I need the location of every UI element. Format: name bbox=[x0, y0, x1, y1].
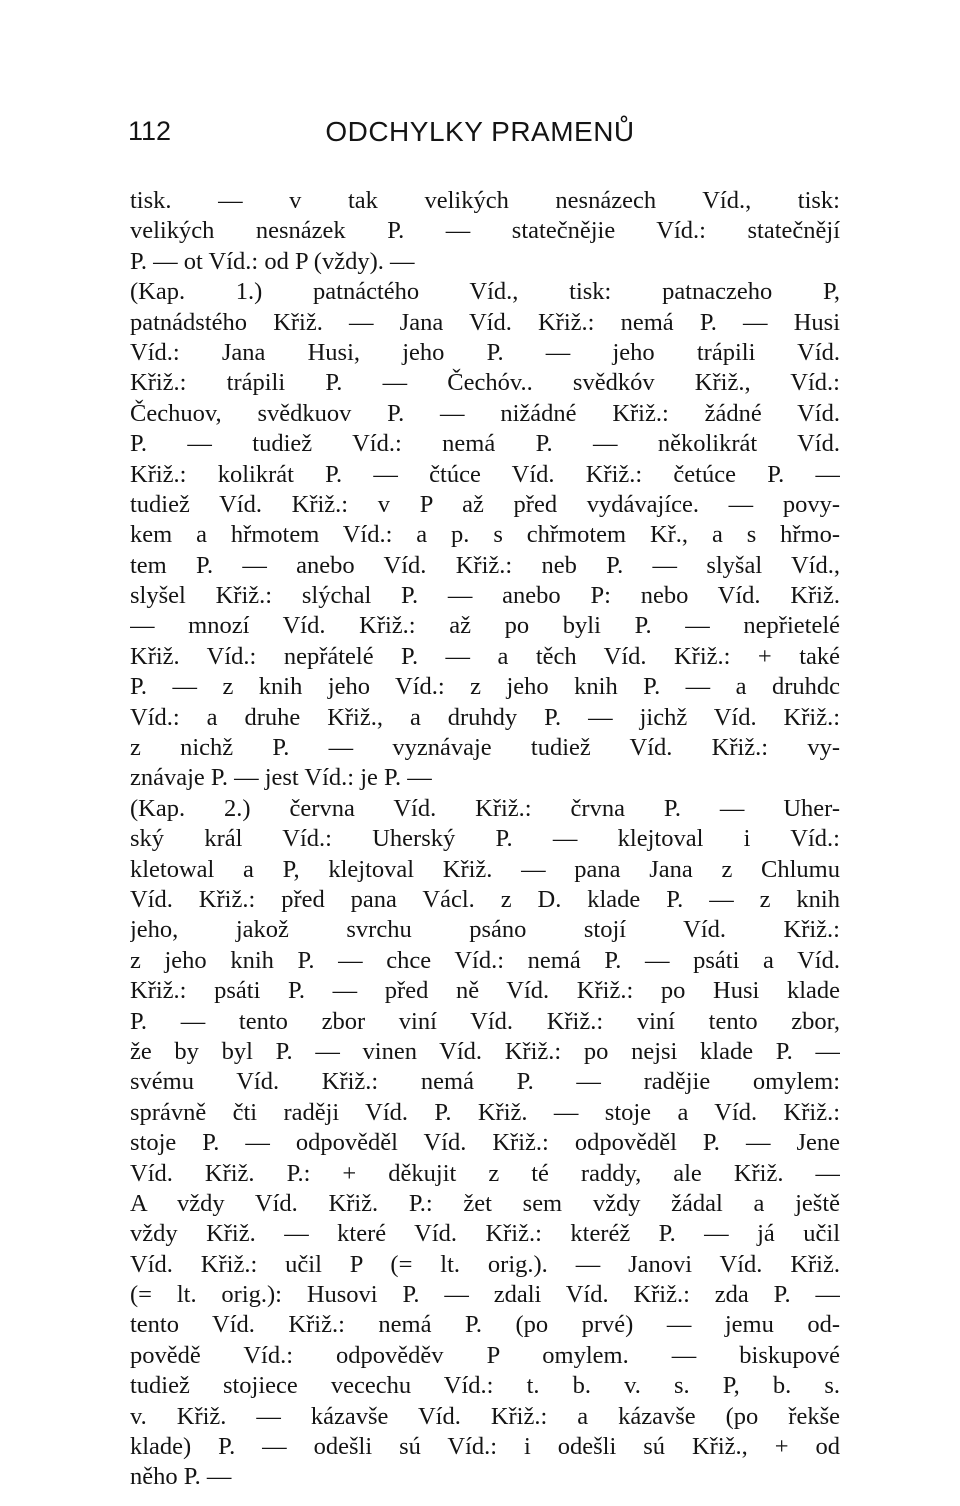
text-line: povědě Víd.: odpověděv P omylem. — biskupové bbox=[130, 1341, 840, 1369]
text-line: Křiž. Víd.: nepřátelé P. — a těch Víd. Křiž.: + také bbox=[130, 642, 840, 670]
text-line: kletowal a P, klejtoval Křiž. — pana Jana z Chlumu bbox=[130, 855, 840, 883]
text-line: tudiež stojiece vecechu Víd.: t. b. v. s. P, b. s. bbox=[130, 1372, 840, 1400]
text-line: správně čti raději Víd. P. Křiž. — stoje a Víd. Křiž.: bbox=[130, 1098, 840, 1126]
text-line: velikých nesnázek P. — statečnějie Víd.: statečnějí bbox=[130, 217, 840, 245]
text-line: svému Víd. Křiž.: nemá P. — radějie omylem: bbox=[130, 1068, 840, 1096]
text-line: Víd.: Jana Husi, jeho P. — jeho trápili Víd. bbox=[130, 338, 840, 366]
page-header bbox=[128, 116, 832, 156]
text-line: slyšel Křiž.: slýchal P. — anebo P: nebo Víd. Křiž. bbox=[130, 582, 840, 610]
text-line: ský král Víd.: Uherský P. — klejtoval i Víd.: bbox=[130, 825, 840, 853]
text-line: z nichž P. — vyznávaje tudiež Víd. Křiž.: vy- bbox=[130, 734, 840, 762]
text-line: Víd.: a druhe Křiž., a druhdy P. — jichž Víd. Křiž.: bbox=[130, 703, 840, 731]
text-line: Křiž.: trápili P. — Čechóv.. svědkóv Křiž., Víd.: bbox=[130, 369, 840, 397]
text-line: P. — ot Víd.: od P (vždy). — bbox=[130, 247, 415, 275]
page-number: 112 bbox=[128, 116, 172, 146]
text-line: (= lt. orig.): Husovi P. — zdali Víd. Křiž.: zda P. — bbox=[130, 1281, 840, 1309]
text-line: znávaje P. — jest Víd.: je P. — bbox=[130, 764, 432, 792]
text-line: kem a hřmotem Víd.: a p. s chřmotem Kř., a s hřmo- bbox=[130, 521, 840, 549]
text-line: že by byl P. — vinen Víd. Křiž.: po nejsi klade P. — bbox=[130, 1037, 840, 1065]
text-line: klade) P. — odešli sú Víd.: i odešli sú Křiž., + od bbox=[130, 1433, 840, 1461]
text-line: vždy Křiž. — které Víd. Křiž.: kteréž P. — já učil bbox=[130, 1220, 840, 1248]
text-line: P. — z knih jeho Víd.: z jeho knih P. — a druhdc bbox=[130, 673, 840, 701]
text-line: z jeho knih P. — chce Víd.: nemá P. — psáti a Víd. bbox=[130, 946, 840, 974]
text-line: P. — tudiež Víd.: nemá P. — několikrát Víd. bbox=[130, 430, 840, 458]
text-line: (Kap. 2.) června Víd. Křiž.: črvna P. — Uher- bbox=[130, 794, 840, 822]
text-line: A vždy Víd. Křiž. P.: žet sem vždy žádal a ještě bbox=[130, 1189, 840, 1217]
text-line: Křiž.: kolikrát P. — čtúce Víd. Křiž.: četúce P. — bbox=[130, 460, 840, 488]
text-line: něho P. — bbox=[130, 1463, 232, 1491]
text-line: Čechuov, svědkuov P. — nižádné Křiž.: žádné Víd. bbox=[130, 399, 840, 427]
text-line: Křiž.: psáti P. — před ně Víd. Křiž.: po Husi klade bbox=[130, 977, 840, 1005]
text-line: Víd. Křiž. P.: + děkujit z té raddy, ale Křiž. — bbox=[130, 1159, 840, 1187]
text-line: patnádstého Křiž. — Jana Víd. Křiž.: nemá P. — Husi bbox=[130, 308, 840, 336]
running-title: ODCHYLKY PRAMENŮ bbox=[325, 116, 635, 147]
text-line: (Kap. 1.) patnáctého Víd., tisk: patnaczeho P, bbox=[130, 278, 840, 306]
body-text bbox=[130, 186, 840, 1493]
text-line: tento Víd. Křiž.: nemá P. (po prvé) — jemu od- bbox=[130, 1311, 840, 1339]
text-line: P. — tento zbor viní Víd. Křiž.: viní tento zbor, bbox=[130, 1007, 840, 1035]
text-line: Víd. Křiž.: učil P (= lt. orig.). — Janovi Víd. Křiž. bbox=[130, 1250, 840, 1278]
text-line: jeho, jakož svrchu psáno stojí Víd. Křiž.: bbox=[130, 916, 840, 944]
text-line: tem P. — anebo Víd. Křiž.: neb P. — slyšal Víd., bbox=[130, 551, 840, 579]
text-line: Víd. Křiž.: před pana Václ. z D. klade P. — z knih bbox=[130, 885, 840, 913]
text-line: tisk. — v tak velikých nesnázech Víd., tisk: bbox=[130, 187, 840, 214]
text-line: v. Křiž. — kázavše Víd. Křiž.: a kázavše (po řekše bbox=[130, 1402, 840, 1430]
text-line: tudiež Víd. Křiž.: v P až před vydávajíce. — povy- bbox=[130, 490, 840, 518]
text-line: stoje P. — odpověděl Víd. Křiž.: odpověděl P. — Jene bbox=[130, 1129, 840, 1157]
text-line: — mnozí Víd. Křiž.: až po byli P. — nepřietelé bbox=[130, 612, 840, 640]
